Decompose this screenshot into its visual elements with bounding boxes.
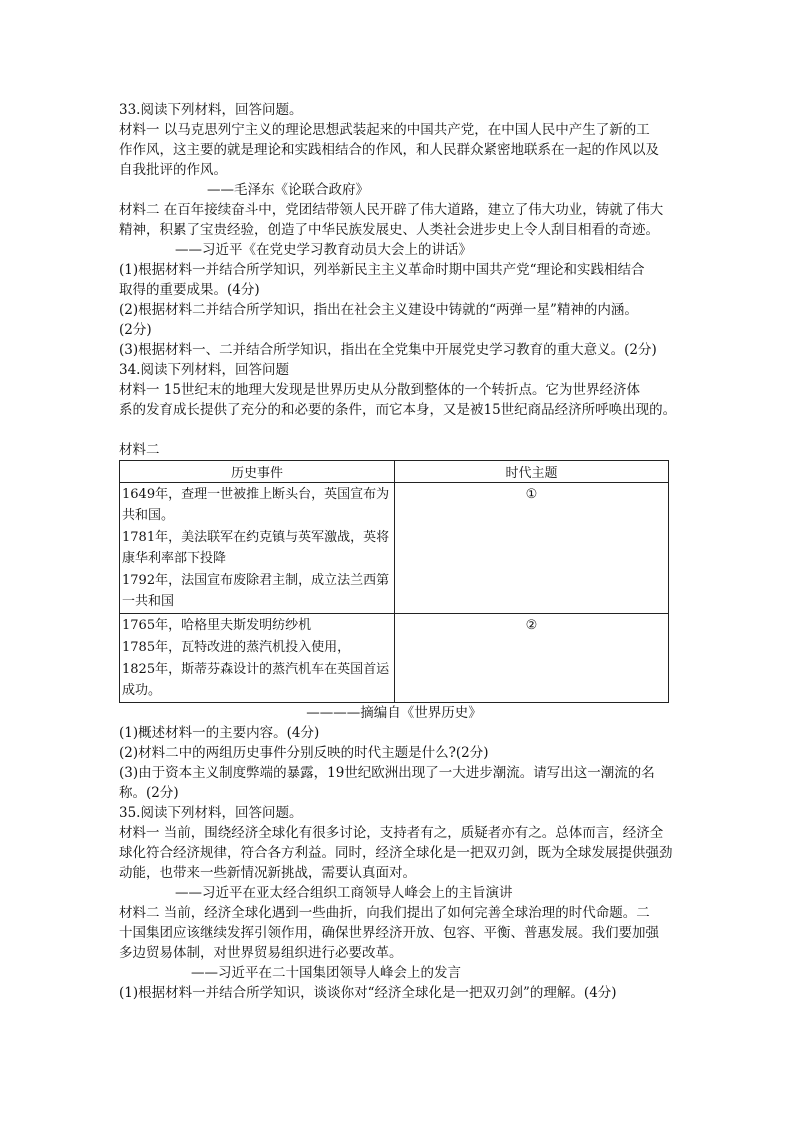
q33-material1-line2: 作作风，这主要的就是理论和实践相结合的作风，和人民群众紧密地联系在一起的作风以及 xyxy=(119,142,659,158)
q35-material1-source: ——习近平在亚太经合组织工商领导人峰会上的主旨演讲 xyxy=(175,885,513,901)
q35-material1-line2: 球化符合经济规律，符合各方利益。同时，经济全球化是一把双刃剑，既为全球发展提供强劲 xyxy=(119,845,673,861)
table-cell-theme: ① xyxy=(395,483,669,614)
table-cell-theme: ② xyxy=(395,614,669,703)
event-item: 1765年，哈格里夫斯发明纺纱机 xyxy=(122,618,312,633)
q35-material1-line1: 材料一 当前，围绕经济全球化有很多讨论，支持者有之，质疑者亦有之。总体而言，经济全 xyxy=(119,825,664,841)
q34-material1-line2: 系的发育成长提供了充分的和必要的条件，而它本身，又是被15世纪商品经济所呼唤出现的。 xyxy=(119,402,677,418)
event-item: 1649年，查理一世被推上断头台，英国宣布为共和国。 xyxy=(122,487,390,523)
exam-page xyxy=(119,100,679,1003)
table-cell-events xyxy=(120,483,395,614)
q33-material2-source: ——习近平《在党史学习教育动员大会上的讲话》 xyxy=(175,242,472,258)
q35-title: 35.阅读下列材料，回答问题。 xyxy=(119,805,303,821)
q34-question2: (2)材料二中的两组历史事件分别反映的时代主题是什么?(2分) xyxy=(119,745,489,761)
q34-source: ————摘编自《世界历史》 xyxy=(306,705,482,721)
q33-question2-line1: (2)根据材料二并结合所学知识，指出在社会主义建设中铸就的“两弹一星”精神的内涵。 xyxy=(119,302,638,318)
q34-material2-label: 材料二 xyxy=(119,442,160,458)
q35-question1: (1)根据材料一并结合所学知识，谈谈你对“经济全球化是一把双刃剑”的理解。(4分) xyxy=(119,985,617,1001)
q35-material1-line3: 动能，也带来一些新情况新挑战，需要认真面对。 xyxy=(119,865,416,881)
q33-material1-line1: 材料一 以马克思列宁主义的理论思想武装起来的中国共产党，在中国人民中产生了新的工 xyxy=(119,122,650,138)
q33-material1-source: ——毛泽东《论联合政府》 xyxy=(207,182,369,198)
table-row xyxy=(120,614,669,703)
table-cell-events xyxy=(120,614,395,703)
table-row xyxy=(120,483,669,614)
q35-material2-source: ——习近平在二十国集团领导人峰会上的发言 xyxy=(191,965,461,981)
event-item: 1825年，斯蒂芬森设计的蒸汽机车在英国首运成功。 xyxy=(122,662,390,698)
table-header-events: 历史事件 xyxy=(120,461,395,483)
q33-material2-line2: 精神，积累了宝贵经验，创造了中华民族发展史、人类社会进步史上令人刮目相看的奇迹。 xyxy=(119,222,659,238)
q33-question3: (3)根据材料一、二并结合所学知识，指出在全党集中开展党史学习教育的重大意义。(2分) xyxy=(119,342,657,358)
event-item: 1785年，瓦特改进的蒸汽机投入使用， xyxy=(122,640,351,655)
q34-title: 34.阅读下列材料，回答问题 xyxy=(119,362,289,378)
q33-question1-line1: (1)根据材料一并结合所学知识，列举新民主主义革命时期中国共产党“理论和实践相结合 xyxy=(119,262,645,278)
event-item: 1792年，法国宣布废除君主制，成立法兰西第一共和国 xyxy=(122,573,390,609)
q35-material2-line2: 十国集团应该继续发挥引领作用，确保世界经济开放、包容、平衡、普惠发展。我们要加强 xyxy=(119,925,659,941)
q34-question1: (1)概述材料一的主要内容。(4分) xyxy=(119,725,320,741)
q34-question3-line1: (3)由于资本主义制度弊端的暴露，19世纪欧洲出现了一大进步潮流。请写出这一潮流的名 xyxy=(119,765,655,781)
q33-material1-line3: 自我批评的作风。 xyxy=(119,162,227,178)
q33-question2-line2: (2分) xyxy=(119,322,152,338)
q33-material2-line1: 材料二 在百年接续奋斗中，党团结带领人民开辟了伟大道路，建立了伟大功业，铸就了伟大 xyxy=(119,202,664,218)
table-header-theme: 时代主题 xyxy=(395,461,669,483)
q34-question3-line2: 称。(2分) xyxy=(119,785,179,801)
q35-material2-line1: 材料二 当前，经济全球化遇到一些曲折，向我们提出了如何完善全球治理的时代命题。二 xyxy=(119,905,650,921)
q33-title: 33.阅读下列材料，回答问题。 xyxy=(119,102,303,118)
event-item: 1781年，美法联军在约克镇与英军激战，英将康华利率部下投降 xyxy=(122,530,390,566)
q33-question1-line2: 取得的重要成果。(4分) xyxy=(119,282,260,298)
table-header-row xyxy=(120,461,669,483)
q35-material2-line3: 多边贸易体制，对世界贸易组织进行必要改革。 xyxy=(119,945,403,961)
history-events-table xyxy=(119,460,669,703)
q34-material1-line1: 材料一 15世纪末的地理大发现是世界历史从分散到整体的一个转折点。它为世界经济体 xyxy=(119,382,640,398)
